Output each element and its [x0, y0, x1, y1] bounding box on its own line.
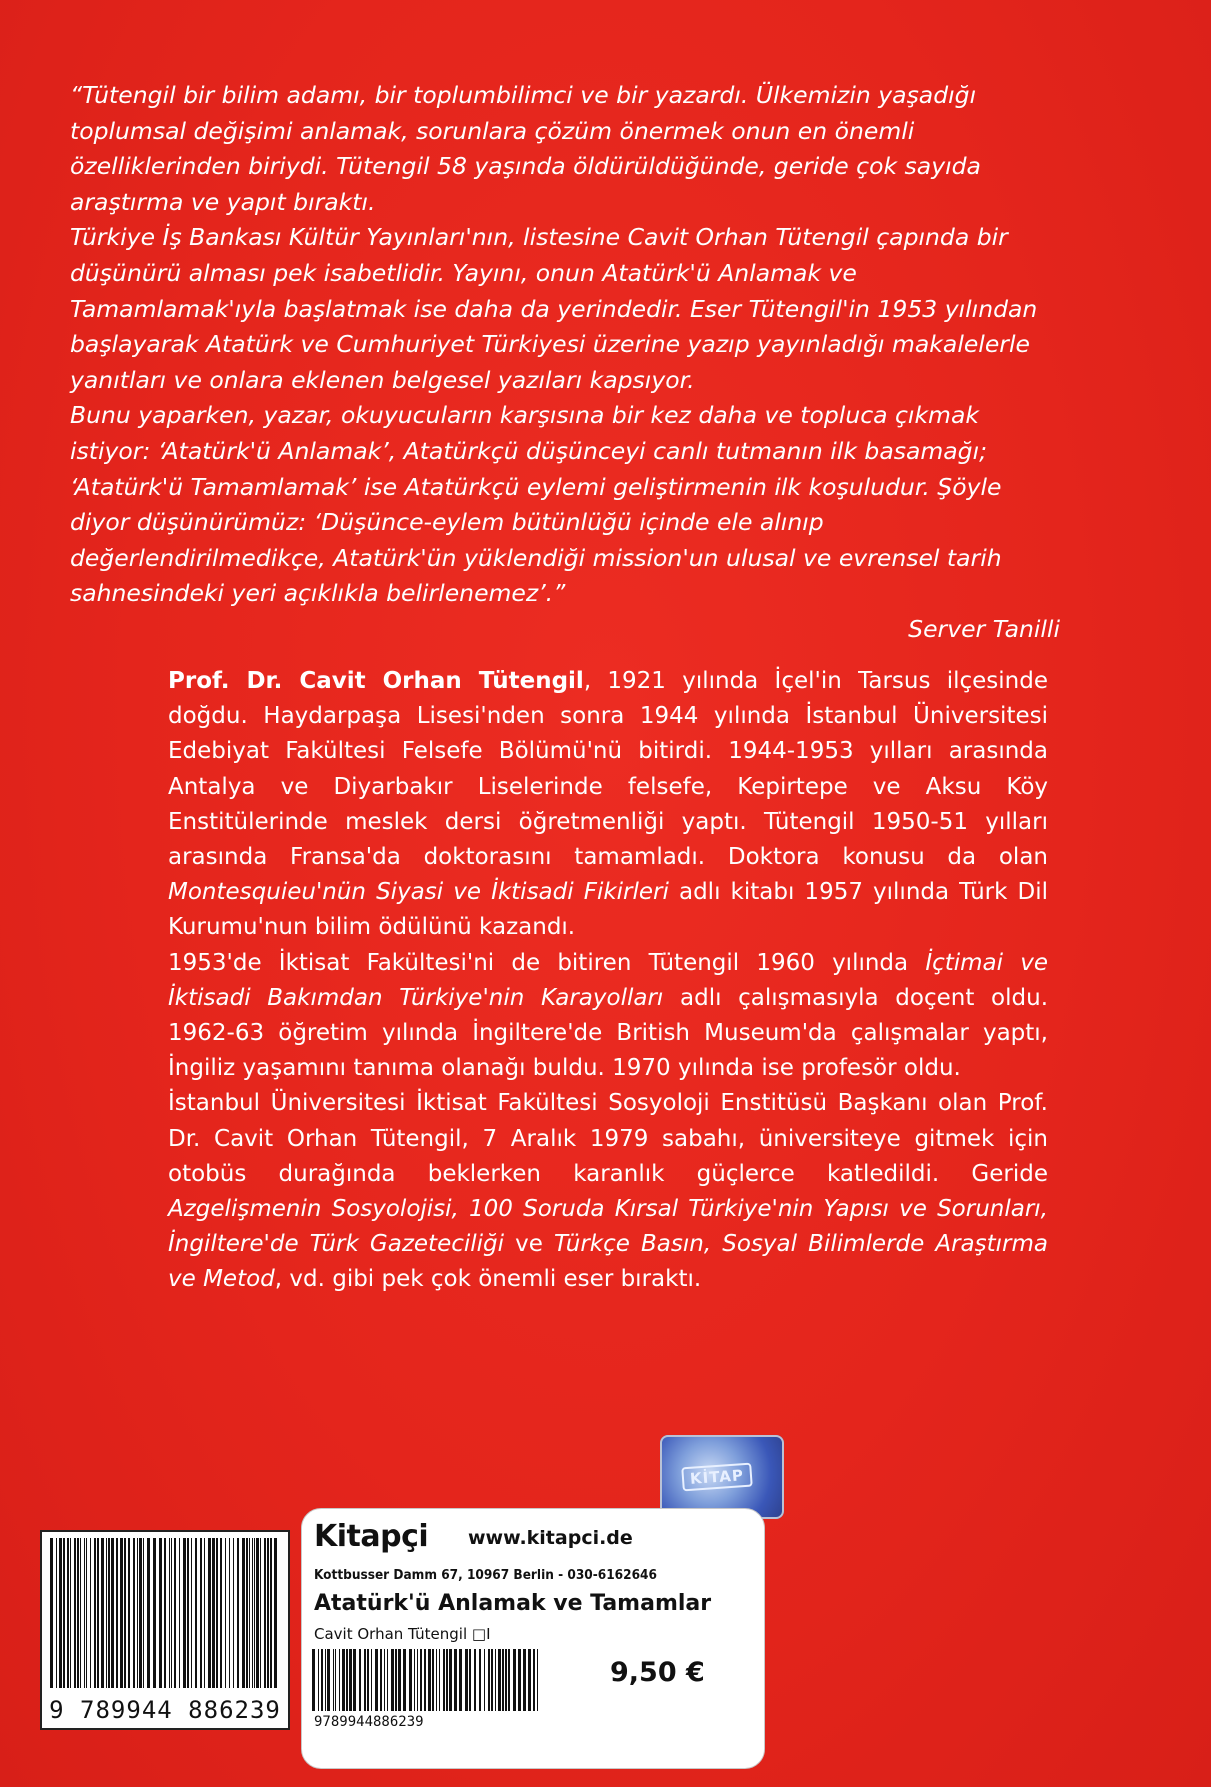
barcode-bar: [94, 1538, 96, 1688]
barcode-bar: [74, 1538, 76, 1688]
barcode-bar: [120, 1538, 123, 1688]
barcode-bar: [139, 1538, 142, 1688]
barcode-bar: [164, 1538, 166, 1688]
barcode-bar: [327, 1649, 330, 1711]
barcode-bar: [191, 1538, 192, 1688]
bio-paragraph-3: [168, 1086, 1048, 1297]
barcode-bar: [77, 1538, 79, 1688]
barcode-bar: [491, 1649, 493, 1711]
barcode-bar: [106, 1538, 107, 1688]
barcode-bar: [84, 1538, 85, 1688]
barcode-bar: [171, 1538, 172, 1688]
barcode-bar: [488, 1649, 490, 1711]
store-url: www.kitapci.de: [468, 1527, 633, 1549]
barcode-bar: [256, 1538, 259, 1688]
barcode-bar: [59, 1538, 62, 1688]
barcode-bar: [424, 1649, 426, 1711]
sticker-author: Cavit Orhan Tütengil □I: [314, 1625, 491, 1643]
barcode-bar: [233, 1538, 234, 1688]
barcode-bar: [128, 1538, 130, 1688]
barcode-bar: [502, 1649, 504, 1711]
quote-paragraph-1: “Tütengil bir bilim adamı, bir toplumbilimci ve bir yazardı. Ülkemizin yaşadığı toplumsal değişimi anlamak, sorunlara çözüm önermek onun en önemli özelliklerinden biriydi. Tütengil 58 yaşında öldürüldüğünde, geride çok sayıda araştırma ve yapıt bıraktı.: [70, 81, 981, 216]
barcode-bar: [133, 1538, 135, 1688]
quote-signature: Server Tanilli: [908, 614, 1060, 643]
barcode-bar: [459, 1649, 462, 1711]
barcode-bar: [498, 1649, 501, 1711]
barcode-bar: [446, 1649, 448, 1711]
barcode-bar: [270, 1538, 272, 1688]
store-address: Kottbusser Damm 67, 10967 Berlin - 030-6162646: [314, 1567, 657, 1583]
barcode-bar: [398, 1649, 401, 1711]
barcode-bars: [50, 1538, 280, 1688]
barcode-bar: [90, 1538, 91, 1688]
barcode-bar: [246, 1538, 248, 1688]
barcode-bar: [367, 1649, 369, 1711]
barcode-bar: [274, 1538, 277, 1688]
bio-text: , vd. gibi pek çok önemli eser bıraktı.: [274, 1266, 702, 1293]
quote-paragraph-2: Türkiye İş Bankası Kültür Yayınları'nın, listesine Cavit Orhan Tütengil çapında bir düşünürü alması pek isabetlidir. Yayını, onun Atatürk'ü Anlamak ve Tamamlamak'ıyla başlatmak ise daha da yerindedir. Eser Tütengil'in 1953 yılından başlayarak Atatürk ve Cumhuriyet Türkiyesi üzerine yazıp yayınladığı makalelerle yanıtları ve onlara eklenen belgesel yazıları kapsıyor.: [70, 223, 1038, 394]
barcode-bar: [174, 1538, 176, 1688]
barcode-bar: [454, 1649, 457, 1711]
barcode-bar: [237, 1538, 239, 1688]
barcode-bar: [50, 1538, 53, 1688]
barcode-bar: [325, 1649, 326, 1711]
barcode-bar: [312, 1649, 315, 1711]
barcode-bar: [371, 1649, 372, 1711]
barcode-bar: [335, 1649, 336, 1711]
barcode-bar: [254, 1538, 255, 1688]
barcode-bar: [116, 1538, 118, 1688]
barcode-bar: [159, 1538, 162, 1688]
hologram-label: KİTAP: [681, 1463, 752, 1492]
barcode-bar: [267, 1538, 269, 1688]
barcode-bar: [153, 1538, 156, 1688]
barcode-bar: [420, 1649, 422, 1711]
isbn-digits: 9 789944 886239: [49, 1696, 281, 1724]
barcode-bar: [439, 1649, 440, 1711]
barcode-bar: [391, 1649, 394, 1711]
barcode-bar: [195, 1538, 197, 1688]
barcode-bar: [505, 1649, 507, 1711]
sticker-book-title: Atatürk'ü Anlamak ve Tamamlar: [314, 1591, 712, 1616]
barcode-bar: [469, 1649, 471, 1711]
barcode-bar: [208, 1538, 211, 1688]
bio-text: ve: [504, 1231, 555, 1258]
barcode-bar: [108, 1538, 110, 1688]
author-biography: [168, 664, 1048, 1298]
barcode-bar: [417, 1649, 418, 1711]
barcode-bar: [321, 1649, 323, 1711]
barcode-bar: [80, 1538, 81, 1688]
barcode-bar: [101, 1538, 104, 1688]
barcode-bar: [137, 1538, 138, 1688]
barcode-bar: [56, 1538, 57, 1688]
price-sticker: [301, 1508, 765, 1769]
bio-text: , 1921 yılında İçel'in Tarsus ilçesinde doğdu. Haydarpaşa Lisesi'nden sonra 1944 yılında İstanbul Üniversitesi Edebiyat Fakültesi Felsefe Bölümü'nü bitirdi. 1944-1953 yılları arasında Antalya ve Diyarbakır Liselerinde felsefe, Kepirtepe ve Aksu Köy Enstitülerinde meslek dersi öğretmenliği yaptı. Tütengil 1950-51 yılları arasında Fransa'da doktorasını tamamladı. Doktora konusu da olan: [168, 668, 1048, 871]
sticker-isbn: 9789944886239: [314, 1714, 424, 1730]
barcode-bar: [264, 1538, 266, 1688]
barcode-bar: [169, 1538, 170, 1688]
barcode-bar: [474, 1649, 476, 1711]
barcode-bar: [414, 1649, 415, 1711]
barcode-bar: [384, 1649, 385, 1711]
barcode-bar: [86, 1538, 87, 1688]
barcode-bar: [359, 1649, 361, 1711]
barcode-bar: [70, 1538, 71, 1688]
barcode-bar: [518, 1649, 521, 1711]
barcode-bar: [436, 1649, 437, 1711]
barcode-bar: [523, 1649, 526, 1711]
book-title: Montesquieu'nün Siyasi ve İktisadi Fikirleri: [168, 879, 669, 906]
book-title: Türkçe Basın, Sosyal Bilimlerde Araştırma ve Metod: [168, 1231, 1048, 1293]
barcode-bar: [225, 1538, 226, 1688]
sticker-barcode: [312, 1649, 542, 1711]
barcode-bar: [342, 1649, 345, 1711]
barcode-bar: [364, 1649, 366, 1711]
book-title: İçtimai ve İktisadi Bakımdan Türkiye'nin Karayolları: [168, 949, 1048, 1011]
barcode-bar: [212, 1538, 215, 1688]
barcode-bar: [216, 1538, 218, 1688]
bio-text: adlı kitabı 1957 yılında Türk Dil Kurumu'nun bilim ödülünü kazandı.: [168, 879, 1048, 941]
barcode-bar: [147, 1538, 150, 1688]
barcode-bar: [508, 1649, 510, 1711]
barcode-bar: [380, 1649, 382, 1711]
hologram-sticker: [660, 1435, 784, 1519]
barcode-bar: [249, 1538, 250, 1688]
barcode-bar: [179, 1538, 180, 1688]
barcode-bar: [449, 1649, 452, 1711]
bio-text: İstanbul Üniversitesi İktisat Fakültesi Sosyoloji Enstitüsü Başkanı olan Prof. Dr. Cavit Orhan Tütengil, 7 Aralık 1979 sabahı, üniversiteye gitmek için otobüs durağında beklerken karanlık güçlerce katledildi. Geride: [168, 1090, 1048, 1187]
barcode-bar: [428, 1649, 431, 1711]
author-name: Prof. Dr. Cavit Orhan Tütengil: [168, 668, 584, 694]
barcode-bar: [528, 1649, 531, 1711]
barcode-bar: [143, 1538, 144, 1688]
barcode-bar: [183, 1538, 186, 1688]
bio-text: adlı çalışmasıyla doçent oldu. 1962-63 öğretim yılında İngiltere'de British Museum'da çalışmalar yaptı, İngiliz yaşamını tanıma olanağı buldu. 1970 yılında ise profesör oldu.: [168, 984, 1049, 1082]
book-title: Azgelişmenin Sosyolojisi, 100 Soruda Kırsal Türkiye'nin Yapısı ve Sorunları, İngiltere'de Türk Gazeteciliği: [168, 1196, 1048, 1258]
barcode-bar: [353, 1649, 356, 1711]
barcode-bar: [260, 1538, 261, 1688]
review-quote: [70, 78, 1060, 648]
barcode-bar: [533, 1649, 535, 1711]
barcode-bar: [67, 1538, 69, 1688]
barcode-bar: [187, 1538, 189, 1688]
barcode-bar: [346, 1649, 348, 1711]
barcode-bar: [443, 1649, 445, 1711]
price-label: 9,50 €: [610, 1657, 705, 1688]
barcode-bar: [252, 1538, 253, 1688]
barcode-bar: [513, 1649, 516, 1711]
barcode-bar: [63, 1538, 65, 1688]
barcode-bar: [97, 1538, 99, 1688]
barcode-bar: [465, 1649, 468, 1711]
bio-paragraph-2: [168, 946, 1048, 1087]
barcode-bar: [395, 1649, 397, 1711]
barcode-bar: [349, 1649, 352, 1711]
barcode-bar: [333, 1649, 334, 1711]
barcode-bar: [220, 1538, 222, 1688]
bio-paragraph-1: [168, 664, 1048, 946]
barcode-bar: [484, 1649, 485, 1711]
barcode-bar: [387, 1649, 388, 1711]
quote-paragraph-3: Bunu yaparken, yazar, okuyucuların karşısına bir kez daha ve topluca çıkmak istiyor: ‘Atatürk'ü Anlamak’, Atatürkçü düşünceyi canlı tutmanın ilk basamağı; ‘Atatürk'ü Tamamlamak’ ise Atatürkçü eylemi geliştirmenin ilk koşuludur. Şöyle diyor düşünürümüz: ‘Düşünce-eylem bütünlüğü içinde ele alınıp değerlendirilmedikçe, Atatürk'ün yüklendiği mission'un ulusal ve evrensel tarih sahnesindeki yeri açıklıkla belirlenemez’.”: [70, 401, 1002, 608]
barcode-bar: [229, 1538, 230, 1688]
barcode-bar: [111, 1538, 114, 1688]
barcode-bar: [339, 1649, 340, 1711]
isbn-barcode: [40, 1530, 290, 1730]
barcode-bar: [409, 1649, 412, 1711]
barcode-bar: [375, 1649, 378, 1711]
barcode-bar: [318, 1649, 319, 1711]
barcode-bar: [204, 1538, 205, 1688]
barcode-bar: [200, 1538, 202, 1688]
barcode-bar: [432, 1649, 434, 1711]
barcode-bar: [479, 1649, 481, 1711]
barcode-bar: [537, 1649, 538, 1711]
barcode-bar: [403, 1649, 406, 1711]
bio-text: 1953'de İktisat Fakültesi'ni de bitiren Tütengil 1960 yılında: [168, 949, 926, 976]
barcode-bar: [242, 1538, 245, 1688]
store-brand: Kitapçi: [314, 1519, 429, 1554]
barcode-bar: [124, 1538, 126, 1688]
barcode-bar: [495, 1649, 496, 1711]
